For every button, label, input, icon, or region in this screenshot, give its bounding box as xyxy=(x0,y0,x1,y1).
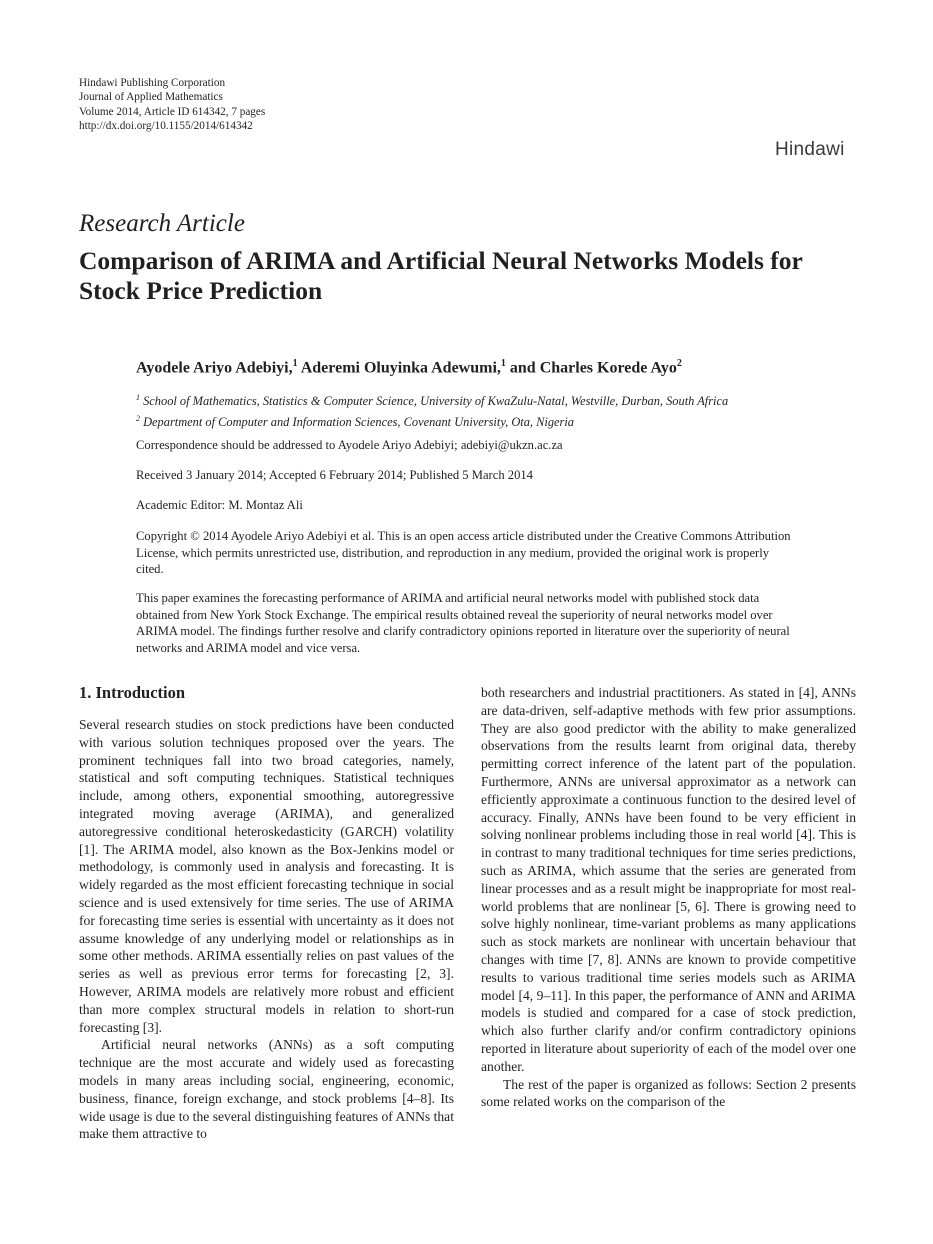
copyright-line: License, which permits unrestricted use, distribution, and reproduction in any medium, provided the original work is properly xyxy=(136,545,770,560)
body-paragraph: The rest of the paper is organized as follows: Section 2 presents some related works on the comparison of the xyxy=(481,1076,856,1110)
body-paragraph: Artificial neural networks (ANNs) as a soft computing technique are the most accurate and widely used as forecasting models in many areas including social, engineering, economic, business, finance, foreign exchange, and stock problems [4–8]. Its wide usage is due to the several distinguishing features of ANNs that make them attractive to xyxy=(79,1037,454,1142)
publication-dates: Received 3 January 2014; Accepted 6 February 2014; Published 5 March 2014 xyxy=(136,468,533,482)
body-paragraph: both researchers and industrial practitioners. As stated in [4], ANNs are data-driven, self-adaptive methods with few prior assumptions. They are also good predictor with the ability to make generalized observations from the results learnt from original data, thereby permitting correct inference of the latent part of the population. Furthermore, ANNs are universal approximator as a network can efficiently approximate a continuous function to the desired level of accuracy. Finally, ANNs have been found to be very efficient in solving nonlinear problems including those in real world [4]. This is in contrast to many traditional techniques for time series predictions, such as ARIMA, which assume that the series are generated from linear processes and as a result might be inappropriate for most real-world problems that are nonlinear [5, 6]. There is growing need to solve highly nonlinear, time-variant problems as many applications such as stock markets are nonlinear with uncertain behaviour that changes with time [7, 8]. ANNs are known to provide competitive results to various traditional time series models such as ARIMA model [4, 9–11]. In this paper, the performance of ANN and ARIMA models is studied and compared for a case of stock prediction, which also further clarify and/or confirm contradictory opinions reported in literature about superiority of each of the model over one another. xyxy=(481,685,856,1074)
author-affiliation-mark: 1 xyxy=(292,358,298,369)
body-column-right xyxy=(481,684,856,1111)
abstract-line: networks and ARIMA model and vice versa. xyxy=(136,640,361,655)
author-affiliation-mark: 2 xyxy=(676,358,682,369)
section-heading-introduction: 1. Introduction xyxy=(79,683,186,702)
affiliation-item: $^2$ Department of Computer and Information Sciences, Covenant University, Ota, Nigeria xyxy=(136,414,574,430)
author-name: Ayodele Ariyo Adebiyi, xyxy=(136,359,293,377)
abstract xyxy=(136,590,856,656)
abstract-line: obtained from New York Stock Exchange. The empirical results obtained reveal the superiority of neural networks model over xyxy=(136,607,773,622)
journal-header xyxy=(79,76,265,134)
publisher-name: Hindawi Publishing Corporation xyxy=(79,77,226,89)
academic-editor: Academic Editor: M. Montaz Ali xyxy=(136,498,303,512)
article-type: Research Article xyxy=(79,210,245,237)
author-name: Aderemi Oluyinka Adewumi, xyxy=(300,359,501,377)
author-affiliation-mark: 1 xyxy=(500,358,506,369)
publisher-logo: Hindawi xyxy=(775,139,845,160)
copyright-line: cited. xyxy=(136,562,164,576)
copyright-notice xyxy=(136,528,856,578)
volume-info: Volume 2014, Article ID 614342, 7 pages xyxy=(79,105,266,118)
correspondence-line: Correspondence should be addressed to Ayodele Ariyo Adebiyi; adebiyi@ukzn.ac.za xyxy=(136,438,563,452)
author-name: and Charles Korede Ayo xyxy=(509,359,677,377)
body-column-left xyxy=(79,683,454,1143)
journal-name: Journal of Applied Mathematics xyxy=(79,91,223,104)
abstract-line: ARIMA model. The findings further resolve and clarify contradictory opinions reported in literature over the superiority of neural xyxy=(136,624,790,638)
doi-link[interactable]: http://dx.doi.org/10.1155/2014/614342 xyxy=(79,120,253,133)
body-paragraph: Several research studies on stock predictions have been conducted with various solution techniques proposed over the years. The prominent techniques fall into two broad categories, namely, statistical and soft computing techniques. Statistical techniques include, among others, exponential smoothing, autoregressive integrated moving average (ARIMA), and generalized autoregressive conditional heteroskedasticity (GARCH) volatility [1]. The ARIMA model, also known as the Box-Jenkins model or methodology, is commonly used in analysis and forecasting. It is widely regarded as the most efficient forecasting technique in social science and is used extensively for time series. The use of ARIMA for forecasting time series is essential with uncertainty as it does not assume knowledge of any underlying model or relationships as in some other methods. ARIMA essentially relies on past values of the series as well as previous error terms for forecasting [2, 3]. However, ARIMA models are relatively more robust and efficient than more complex structural models in relation to short-run forecasting [3]. xyxy=(79,717,454,1035)
abstract-line: This paper examines the forecasting performance of ARIMA and artificial neural networks model with published stock data xyxy=(136,591,760,605)
affiliation-item: $^1$ School of Mathematics, Statistics & Computer Science, University of KwaZulu-Natal, Westville, Durban, South Africa xyxy=(136,393,729,409)
copyright-line: Copyright © 2014 Ayodele Ariyo Adebiyi et al. This is an open access article distributed under the Creative Commons Attribution xyxy=(136,529,791,543)
article-title: Comparison of ARIMA and Artificial Neural Networks Models for Stock Price Prediction xyxy=(79,246,803,305)
author-list xyxy=(136,353,856,379)
affiliations xyxy=(136,389,856,431)
